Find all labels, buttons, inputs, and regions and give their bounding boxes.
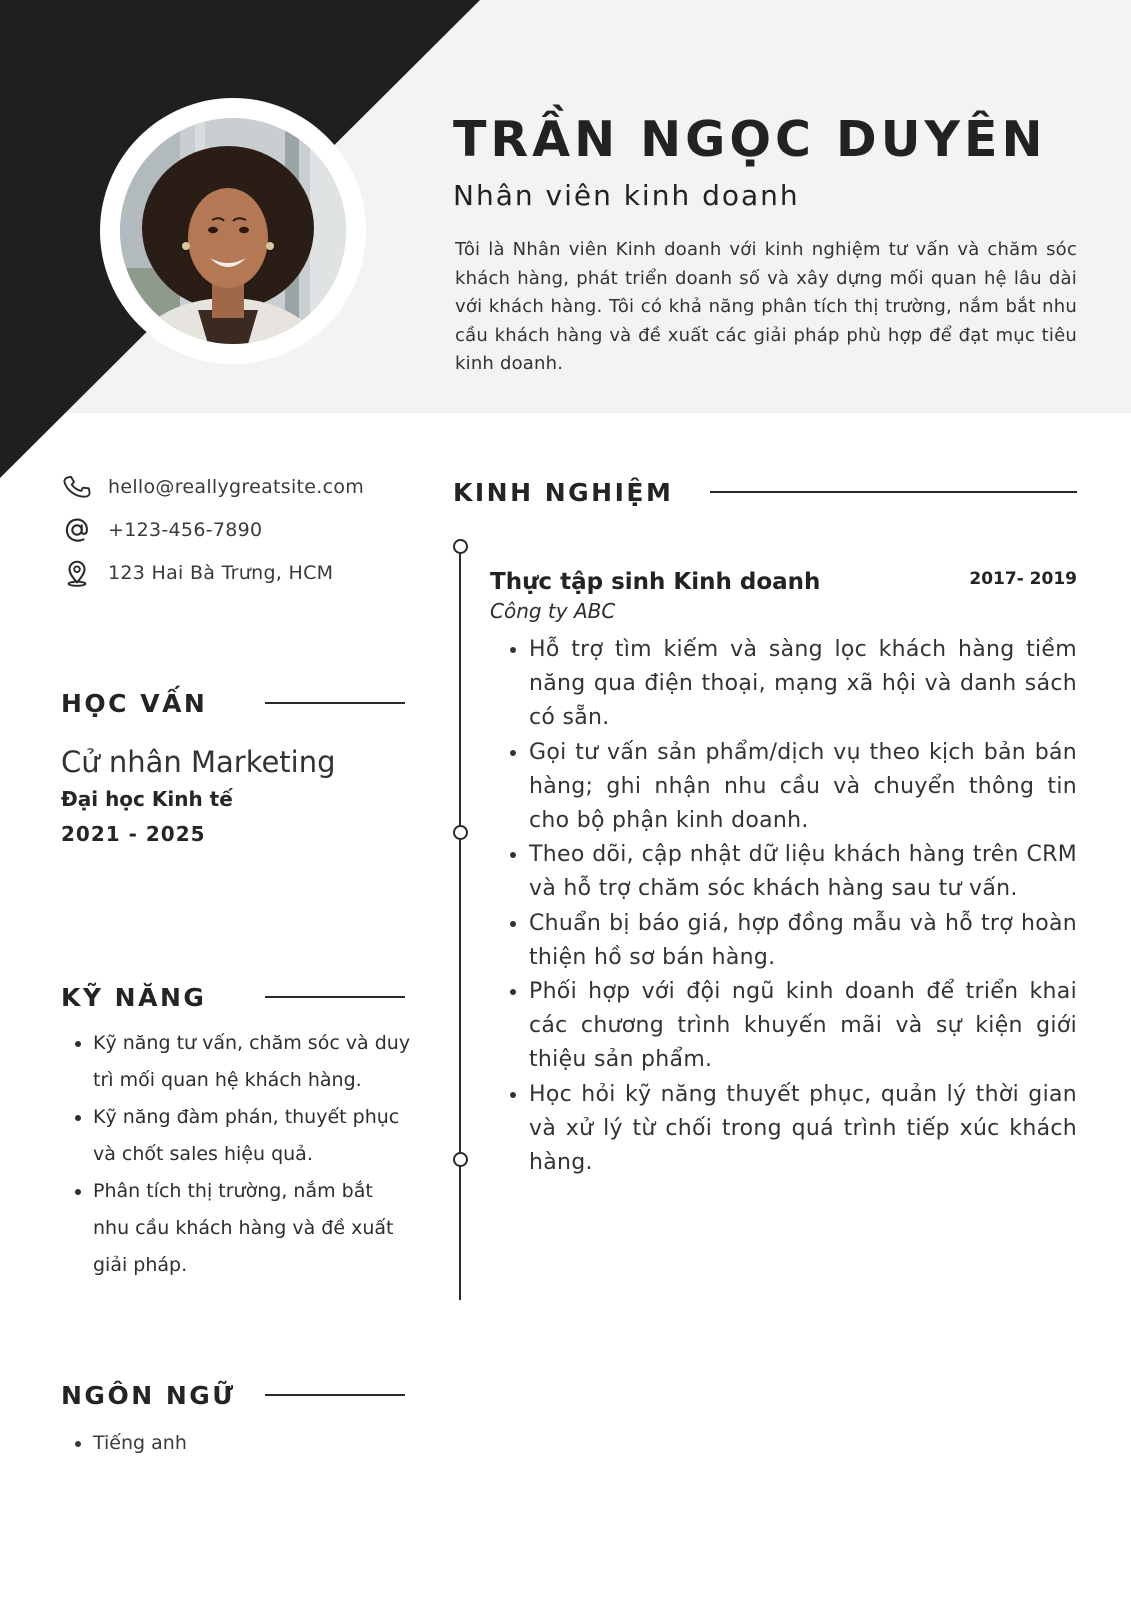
skills-list bbox=[93, 1025, 413, 1284]
education-degree: Cử nhân Marketing bbox=[61, 745, 336, 779]
experience-bullet: • Học hỏi kỹ năng thuyết phục, quản lý thời gian và xử lý từ chối trong quá trình tiếp xúc khách hàng. bbox=[529, 1078, 1077, 1181]
profile-summary: Tôi là Nhân viên Kinh doanh với kinh nghiệm tư vấn và chăm sóc khách hàng, phát triển doanh số và xây dựng mối quan hệ lâu dài với khách hàng. Tôi có khả năng phân tích thị trường, nắm bắt nhu cầu khách hàng và đề xuất các giải pháp phù hợp để đạt mục tiêu kinh doanh. bbox=[455, 239, 1077, 375]
languages-heading-rule bbox=[265, 1394, 405, 1396]
timeline-dot bbox=[453, 539, 468, 554]
education-years: 2021 - 2025 bbox=[61, 822, 206, 846]
job-title: Nhân viên kinh doanh bbox=[453, 179, 800, 212]
languages-list bbox=[93, 1428, 413, 1458]
experience-bullet: • Hỗ trợ tìm kiếm và sàng lọc khách hàng tiềm năng qua điện thoại, mạng xã hội và danh sách có sẵn. bbox=[529, 633, 1077, 736]
languages-heading: NGÔN NGỮ bbox=[61, 1381, 236, 1410]
phone-icon bbox=[61, 471, 93, 503]
contact-phone-text: +123-456-7890 bbox=[108, 519, 263, 541]
location-pin-icon bbox=[61, 557, 93, 589]
profile-photo bbox=[120, 118, 346, 344]
profile-photo-frame bbox=[100, 98, 366, 364]
experience-heading-rule bbox=[710, 491, 1077, 493]
candidate-name: TRẦN NGỌC DUYÊN bbox=[453, 111, 1047, 168]
contact-email-text: hello@reallygreatsite.com bbox=[108, 476, 365, 498]
experience-bullets bbox=[529, 633, 1077, 1180]
skill-item: • Kỹ năng tư vấn, chăm sóc và duy trì mối quan hệ khách hàng. bbox=[93, 1025, 413, 1099]
language-item: • Tiếng anh bbox=[93, 1428, 413, 1458]
skill-item: • Kỹ năng đàm phán, thuyết phục và chốt sales hiệu quả. bbox=[93, 1099, 413, 1173]
experience-dates: 2017- 2019 bbox=[969, 569, 1077, 589]
skills-heading-rule bbox=[265, 996, 405, 998]
contact-address[interactable] bbox=[61, 557, 421, 589]
experience-bullet: • Theo dõi, cập nhật dữ liệu khách hàng trên CRM và hỗ trợ chăm sóc khách hàng sau tư vấn. bbox=[529, 838, 1077, 906]
at-sign-icon bbox=[61, 514, 93, 546]
experience-bullet: • Chuẩn bị báo giá, hợp đồng mẫu và hỗ trợ hoàn thiện hồ sơ bán hàng. bbox=[529, 907, 1077, 975]
contact-address-text: 123 Hai Bà Trưng, HCM bbox=[108, 562, 334, 584]
experience-role: Thực tập sinh Kinh doanh bbox=[490, 569, 821, 595]
contact-email[interactable] bbox=[61, 471, 421, 503]
experience-bullet: • Phối hợp với đội ngũ kinh doanh để triển khai các chương trình khuyến mãi và sự kiện giới thiệu sản phẩm. bbox=[529, 975, 1077, 1078]
education-heading-rule bbox=[265, 702, 405, 704]
experience-heading: KINH NGHIỆM bbox=[453, 478, 674, 507]
education-school: Đại học Kinh tế bbox=[61, 787, 233, 811]
timeline-dot bbox=[453, 1152, 468, 1167]
experience-bullet: • Gọi tư vấn sản phẩm/dịch vụ theo kịch bản bán hàng; ghi nhận nhu cầu và chuyển thông tin cho bộ phận kinh doanh. bbox=[529, 736, 1077, 839]
skill-item: • Phân tích thị trường, nắm bắt nhu cầu khách hàng và đề xuất giải pháp. bbox=[93, 1173, 413, 1284]
contact-phone[interactable] bbox=[61, 514, 421, 546]
education-heading: HỌC VẤN bbox=[61, 689, 208, 718]
experience-company: Công ty ABC bbox=[490, 599, 616, 623]
skills-heading: KỸ NĂNG bbox=[61, 983, 207, 1012]
experience-timeline bbox=[459, 548, 461, 1300]
timeline-dot bbox=[453, 825, 468, 840]
